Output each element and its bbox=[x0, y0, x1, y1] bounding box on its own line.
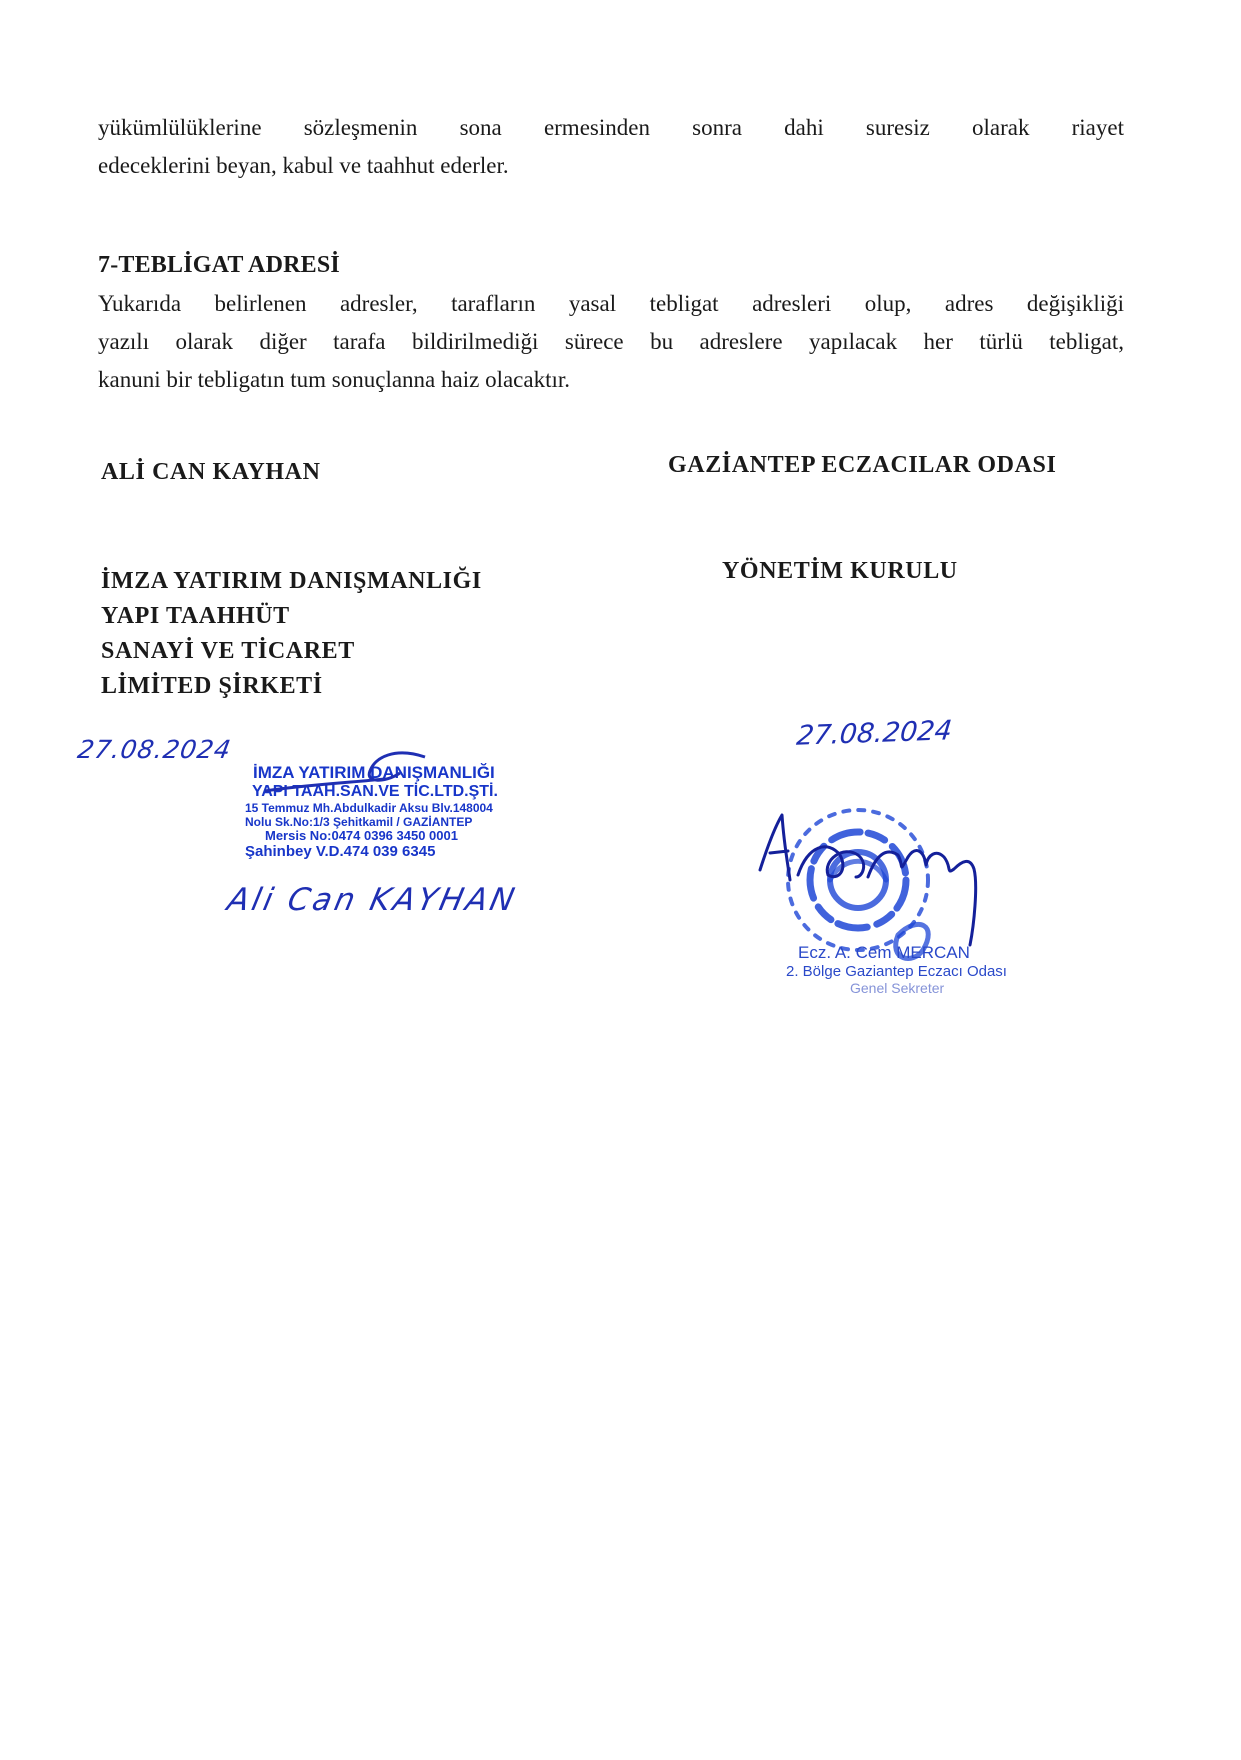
officer-stamp bbox=[778, 943, 1048, 996]
paragraph-line: kanuni bir tebligatın tum sonuçlanna haiz olacaktır. bbox=[98, 367, 571, 392]
paragraph-obligations bbox=[98, 109, 1124, 185]
party-right-board: YÖNETİM KURULU bbox=[722, 558, 958, 584]
paragraph-line: edeceklerini beyan, kabul ve taahhut ederler. bbox=[98, 153, 509, 178]
signature-left: Ali Can KAYHAN bbox=[224, 882, 521, 918]
stamp-line: Şahinbey V.D.474 039 6345 bbox=[245, 843, 436, 860]
handwritten-date-right: 27.08.2024 bbox=[795, 715, 954, 752]
stamp-line: 15 Temmuz Mh.Abdulkadir Aksu Blv.148004 bbox=[245, 801, 493, 815]
handwritten-date-left: 27.08.2024 bbox=[75, 735, 234, 764]
paragraph-line: yazılı olarak diğer tarafa bildirilmediği sürece bu adreslere yapılacak her türlü tebligat, bbox=[98, 329, 1124, 354]
company-name-line: YAPI TAAHHÜT bbox=[101, 603, 290, 629]
section-heading: 7-TEBLİGAT ADRESİ bbox=[98, 252, 340, 278]
stamp-line: YAPI TAAH.SAN.VE TİC.LTD.ŞTİ. bbox=[252, 783, 498, 800]
stamp-signature-stroke-icon bbox=[225, 743, 475, 803]
company-name-line: SANAYİ VE TİCARET bbox=[101, 638, 355, 664]
party-left-name: ALİ CAN KAYHAN bbox=[101, 459, 321, 485]
company-name-block bbox=[101, 564, 482, 704]
officer-stamp-name: Ecz. A. Cem MERCAN bbox=[798, 943, 970, 962]
stamp-line: Mersis No:0474 0396 3450 0001 bbox=[265, 828, 458, 843]
stamp-line: Nolu Sk.No:1/3 Şehitkamil / GAZİANTEP bbox=[245, 815, 473, 829]
paragraph-notification-address bbox=[98, 285, 1124, 399]
company-name-line: İMZA YATIRIM DANIŞMANLIĞI bbox=[101, 568, 482, 594]
paragraph-line: Yukarıda belirlenen adresler, tarafların yasal tebligat adresleri olup, adres değişikliği bbox=[98, 291, 1124, 316]
company-stamp bbox=[245, 763, 530, 860]
party-right-name: GAZİANTEP ECZACILAR ODASI bbox=[668, 452, 1057, 478]
paragraph-line: yükümlülüklerine sözleşmenin sona ermesinden sonra dahi suresiz olarak riayet bbox=[98, 115, 1124, 140]
officer-stamp-org: 2. Bölge Gaziantep Eczacı Odası bbox=[786, 963, 1007, 980]
stamp-line: İMZA YATIRIM DANIŞMANLIĞI bbox=[253, 763, 495, 782]
company-name-line: LİMİTED ŞİRKETİ bbox=[101, 673, 323, 699]
officer-stamp-title: Genel Sekreter bbox=[850, 980, 945, 996]
